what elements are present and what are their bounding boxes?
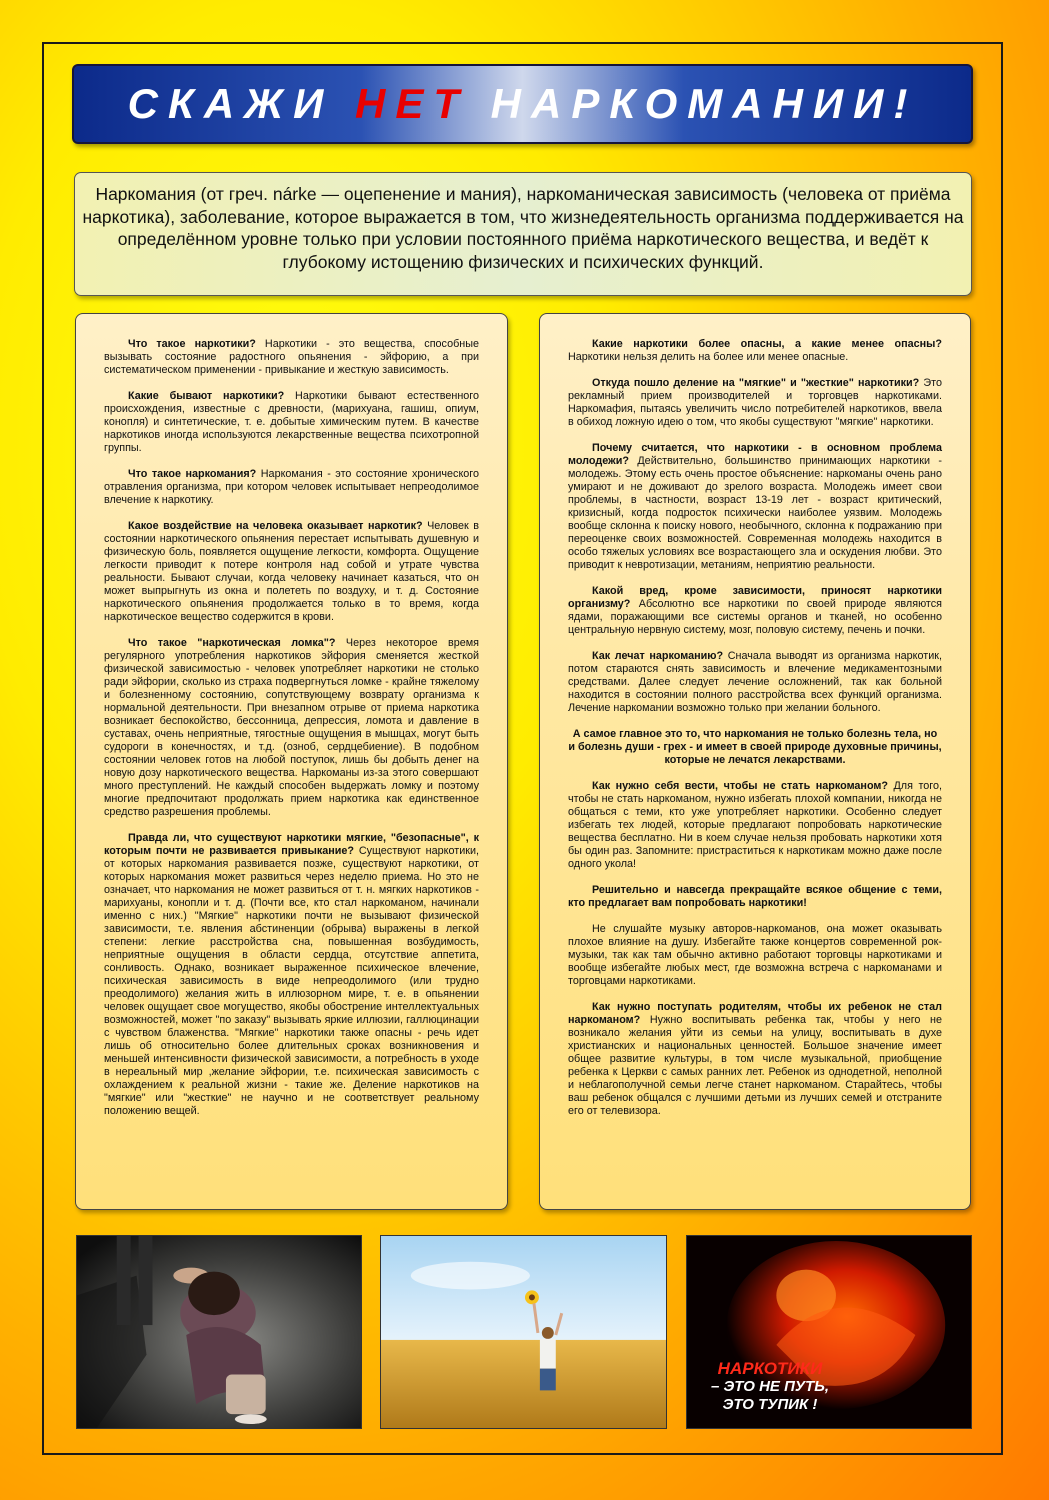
photo-sad-girl — [76, 1235, 362, 1429]
sad-girl-image — [77, 1236, 361, 1428]
photo-wheat-field — [380, 1235, 667, 1429]
right-text-panel — [539, 313, 971, 1210]
faq-item: Что такое наркотики? Наркотики - это вещества, способные вызывать состояние радостного опьянения - эйфорию, а при систематическом применении - привыкание и жесткую зависимость. — [104, 338, 479, 376]
poster-slogan: НАРКОТИКИ – ЭТО НЕ ПУТЬ, ЭТО ТУПИК ! — [711, 1359, 829, 1413]
faq-item: Как лечат наркоманию? Сначала выводят из организма наркотик, потом стараются снять зависимость и влечение медикаментозными средствами. Далее следует лечение осложнений, так как больной находится в состоянии полного расстройства всех функций организма. Лечение наркомании возможно только при желании больного. — [568, 650, 942, 714]
faq-item: Откуда пошло деление на "мягкие" и "жесткие" наркотики? Это рекламный прием производителей и торговцев наркотиками. Наркомафия, пытаясь увеличить число потребителей наркотиков, ввела в обиход ложную идею о том, что якобы существуют "мягкие" наркотики. — [568, 377, 942, 428]
faq-item: Какие наркотики более опасны, а какие менее опасны? Наркотики нельзя делить на более или менее опасные. — [568, 338, 942, 363]
left-text-panel — [75, 313, 508, 1210]
page-title: СКАЖИ НЕТ НАРКОМАНИИ! — [127, 80, 918, 127]
faq-item: Как нужно поступать родителям, чтобы их ребенок не стал наркоманом? Нужно воспитывать ребенка так, чтобы у него не возникало желания уйти из семьи на улицу, воспитывать в духе христианских и национальных ценностей. Большое значение имеет общее развитие культуры, в том числе музыкальной, приобщение ребенка к Церкви с самых ранних лет. Ребенок из однодетной, неполной и неблагополучной семьи легче станет наркоманом. Старайтесь, чтобы ваш ребенок общался с лучшими детьми из лучших семей и отстраните его от телевизора. — [568, 1001, 942, 1117]
title-highlight: НЕТ — [354, 80, 469, 127]
faq-item: Не слушайте музыку авторов-наркоманов, она может оказывать плохое влияние на душу. Избегайте также концертов современной рок-музыки, так как там обычно активно работают торговцы наркотиками и вообще избегайте любых мест, где возможна встреча с наркоманами и торговцами наркотиками. — [568, 923, 942, 987]
faq-item: Правда ли, что существуют наркотики мягкие, "безопасные", к которым почти не развивается привыкание? Существуют наркотики, от которых наркомания развивается позже, существуют наркотики, от которых наркомания может развиться через неделю приема. Но это не означает, что наркомания не может развиться от т. н. мягких наркотиков - марихуаны, конопли и т. д. (Почти все, кто стал наркоманом, начинали именно с них.) "Мягкие" наркотики почти не вызывают физической зависимости, т.е. явления абстиненции (обрыва) выражены в легкой степени: легкие расстройства сна, повышенная возбудимость, неприятные ощущения в области сердца, отсутствие аппетита, сонливость. Однако, возникает выраженное психическое влечение, психическая зависимость в виде непреодолимого (или трудно преодолимого) желания жить в иллюзорном мире, т. е. в опьянении человек ощущает свое могущество, якобы обострение интеллектуальных возможностей, может "по заказу" вызывать яркие иллюзии, галлюцинации с чувством блаженства. "Мягкие" наркотики также опасны - речь идет лишь об относительно более длительных сроках возникновения и меньшей интенсивности физической зависимости, а потребность в уходе в нереальный мир ,желание эйфории, т.е. психическая зависимость с охлаждением к реальной жизни - такие же. Деление наркотиков на "мягкие" или "жесткие" не научно и не соответствует реальному положению вещей. — [104, 832, 479, 1117]
faq-item: Какие бывают наркотики? Наркотики бывают естественного происхождения, известные с древности, (марихуана, гашиш, опиум, конопля) и синтетические, т. е. добытые химическим путем. В качестве наркотиков иногда используются лекарственные вещества психотропной группы. — [104, 390, 479, 454]
intro-definition: Наркомания (от греч. nárke — оцепенение и мания), наркоманическая зависимость (человека от приёма наркотика), заболевание, которое выражается в том, что жизнедеятельность организма поддерживается на определённом уровне только при условии постоянного приёма наркотического вещества, и ведёт к глубокому истощению физических и психических функций. — [74, 172, 972, 296]
faq-item: Какое воздействие на человека оказывает наркотик? Человек в состоянии наркотического опьянения перестает испытывать душевную и физическую боль, появляется ощущение легкости, комфорта. Ощущение легкости приводит к потере контроля над собой и утрате чувства реальности. Бывают случаи, когда человеку начинает казаться, что он может выпрыгнуть из окна и полететь по воздуху, и т. д. Состояние наркотического опьянения продолжается только в то время, когда наркотическое вещество содержится в крови. — [104, 520, 479, 623]
faq-item: Что такое наркомания? Наркомания - это состояние хронического отравления организма, при котором человек испытывает непреодолимое влечение к наркотику. — [104, 468, 480, 506]
faq-item: Решительно и навсегда прекращайте всякое общение с теми, кто предлагает вам попробовать наркотики! — [568, 884, 942, 909]
faq-item: Какой вред, кроме зависимости, приносят наркотики организму? Абсолютно все наркотики по своей природе являются ядами, поражающими все системы органов и тканей, но особенно центральную нервную систему, мозг, половую систему, печень и почки. — [568, 585, 942, 636]
photo-drugs-poster — [686, 1235, 972, 1429]
key-statement: А самое главное это то, что наркомания не только болезнь тела, но и болезнь души - грех - и имеет в своей природе духовные причины, которые не лечатся лекарствами. — [568, 728, 942, 766]
wheat-field-image — [381, 1236, 666, 1428]
faq-item: Почему считается, что наркотики - в основном проблема молодежи? Действительно, большинство принимающих наркотики - молодежь. Этому есть очень простое объяснение: наркоманы очень рано умирают и не доживают до зрелого возраста. Молодежь имеет свои проблемы, в частности, возраст 13-19 лет - возраст критический, кризисный, когда подросток психически наиболее уязвим. Молодежь вообще склонна к поиску нового, необычного, склонна к подражанию при переоценке своих возможностей. Современная молодежь находится в особо тяжелых условиях все возрастающего зла и оскудения любви. Это приводит к невротизации, метаниям, неприятию реальности. — [568, 442, 942, 571]
faq-item: Что такое "наркотическая ломка"? Через некоторое время регулярного употребления наркотиков эйфория сменяется жесткой физической зависимостью - человек употребляет наркотики не столько ради эйфории, сколько из страха подвергнуться ломке - крайне тяжелому и болезненному состоянию, сопутствующему возврату организма к нормальной деятельности. При внезапном отрыве от приема наркотика возникает беспокойство, бессонница, депрессия, ломота и давление в суставах, очень неприятные, тягостные ощущения в мышцах, могут быть судороги в конечностях, и т.д. (озноб, сердцебиение). В подобном состоянии человек готов на любой поступок, лишь бы добыть денег на новую дозу наркотического вещества. Наркоманы из-за этого совершают много преступлений. Не каждый способен выдержать ломку и поэтому многие предпочитают продолжать прием наркотика как единственное средство разрешения проблемы. — [104, 637, 479, 818]
title-banner — [72, 64, 973, 144]
faq-item: Как нужно себя вести, чтобы не стать наркоманом? Для того, чтобы не стать наркоманом, нужно избегать плохой компании, никогда не общаться с теми, кто уже употребляет наркотики. Особенно следует избегать тех людей, которые предлагают попробовать наркотические вещества бесплатно. Ни в коем случае нельзя пробовать наркотики хотя бы один раз. Запомните: пристраститься к наркотикам можно даже после одного укола! — [568, 780, 942, 870]
